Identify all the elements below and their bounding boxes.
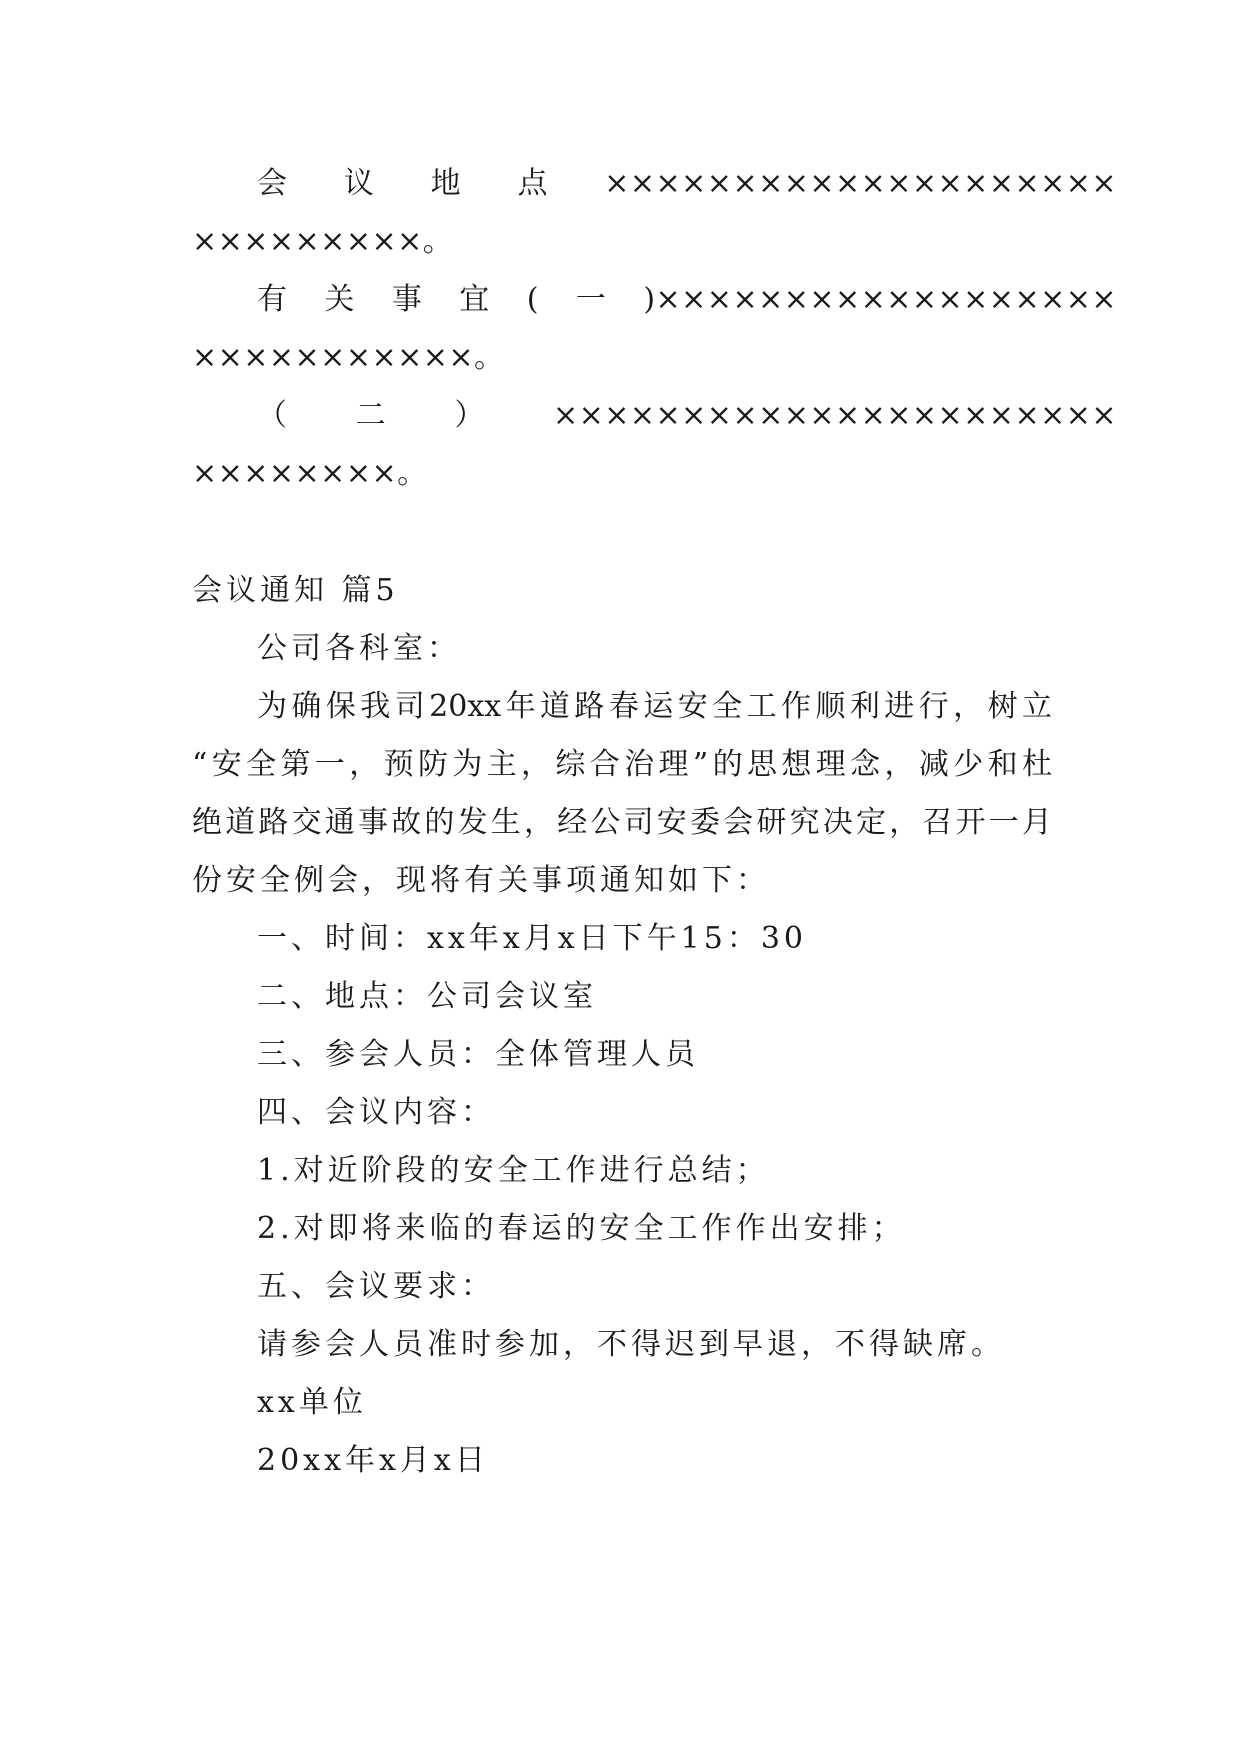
item-attendees: 三、参会人员：全体管理人员 [257, 1037, 699, 1072]
sub-item-2-line-2: ××××××××。 [192, 456, 428, 491]
signature-org: xx单位 [257, 1385, 367, 1420]
signature-date: 20xx年x月x日 [257, 1443, 489, 1478]
intro-line-1: 为确保我司20xx年道路春运安全工作顺利进行，树立 [257, 689, 1052, 724]
meeting-place-line-1: 会议地点×××××××××××××××××××× [257, 166, 1117, 201]
related-matters-line-1: 有关事宜(一)×××××××××××××××××× [257, 282, 1117, 317]
item-content-heading: 四、会议内容： [257, 1095, 495, 1130]
section-heading: 会议通知 篇5 [192, 573, 399, 608]
item-requirements-heading: 五、会议要求： [257, 1269, 495, 1304]
content-item-1: 1.对近阶段的安全工作进行总结； [257, 1153, 770, 1188]
meeting-place-line-2: ×××××××××。 [192, 224, 454, 259]
requirements-text: 请参会人员准时参加，不得迟到早退，不得缺席。 [257, 1327, 1005, 1362]
item-time: 一、时间：xx年x月x日下午15：30 [257, 921, 808, 956]
addressee: 公司各科室： [257, 631, 461, 666]
item-place: 二、地点：公司会议室 [257, 979, 597, 1014]
related-matters-line-2: ×××××××××××。 [192, 340, 505, 375]
intro-line-3: 绝道路交通事故的发生，经公司安委会研究决定，召开一月 [192, 805, 1052, 840]
sub-item-2-line-1: （二）×××××××××××××××××××××× [257, 398, 1117, 433]
intro-line-4: 份安全例会，现将有关事项通知如下： [192, 863, 770, 898]
content-item-2: 2.对即将来临的春运的安全工作作出安排； [257, 1211, 906, 1246]
intro-line-2: “安全第一，预防为主，综合治理”的思想理念，减少和杜 [192, 747, 1052, 782]
